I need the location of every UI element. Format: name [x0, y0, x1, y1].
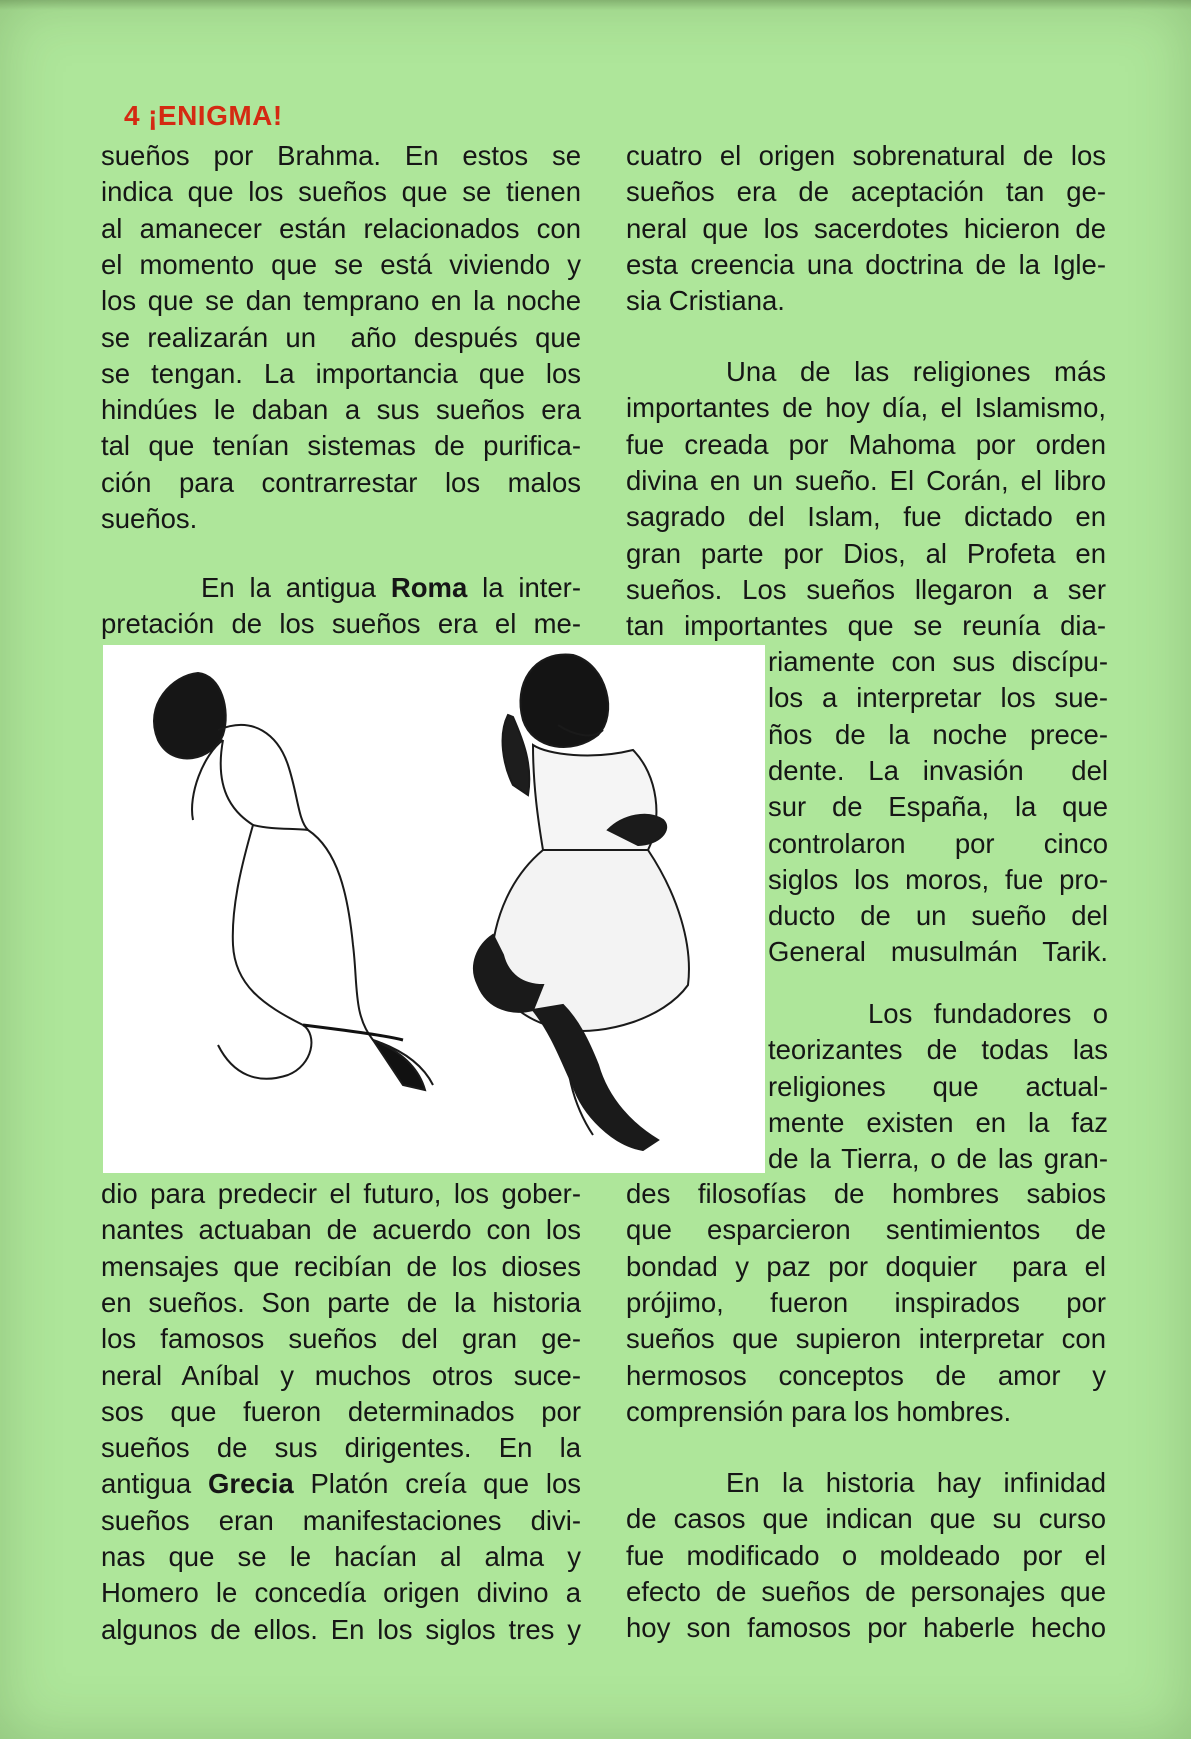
text-line: sueños.: [101, 503, 198, 534]
chapter-number: 4: [124, 100, 141, 131]
text-line: sagrado del Islam, fue dictado en: [626, 501, 1106, 532]
text-line: mente existen en la faz: [768, 1107, 1108, 1138]
text-line: neral que los sacerdotes hicieron de: [626, 213, 1106, 244]
text-line: los que se dan temprano en la noche: [101, 285, 581, 316]
text-line: religiones que actual-: [768, 1071, 1108, 1102]
chapter-header: [124, 100, 283, 132]
text-line: de casos que indican que su curso: [626, 1503, 1106, 1534]
text-line: pretación de los sueños era el me-: [101, 608, 581, 639]
text-line: hermosos conceptos de amor y: [626, 1360, 1106, 1391]
text-line: de la Tierra, o de las gran-: [768, 1143, 1108, 1174]
text-line: al amanecer están relacionados con: [101, 213, 581, 244]
text-line: indica que los sueños que se tienen: [101, 176, 581, 207]
text-line: importantes de hoy día, el Islamismo,: [626, 392, 1106, 423]
text-line: dente. La invasión del: [768, 755, 1108, 786]
text-line: General musulmán Tarik.: [768, 936, 1108, 967]
chapter-title: ¡ENIGMA!: [148, 100, 283, 131]
text-line: sueños por Brahma. En estos se: [101, 140, 581, 171]
dancing-women-photo: [103, 645, 765, 1173]
text-line: sia Cristiana.: [626, 285, 785, 316]
text-line: se tengan. La importancia que los: [101, 358, 581, 389]
text-line: Homero le concedía origen divino a: [101, 1577, 581, 1608]
text-line: fue modificado o moldeado por el: [626, 1540, 1106, 1571]
text-line: en sueños. Son parte de la historia: [101, 1287, 581, 1318]
text-line: sueños. Los sueños llegaron a ser: [626, 574, 1106, 605]
text-line: Una de las religiones más: [726, 356, 1106, 387]
text-line: dio para predecir el futuro, los gober-: [101, 1178, 581, 1209]
text-line: neral Aníbal y muchos otros suce-: [101, 1360, 581, 1391]
text-line: que esparcieron sentimientos de: [626, 1214, 1106, 1245]
text-line: sos que fueron determinados por: [101, 1396, 581, 1427]
text-line: siglos los moros, fue pro-: [768, 864, 1108, 895]
text-line: riamente con sus discípu-: [768, 646, 1108, 677]
text-line: ción para contrarrestar los malos: [101, 467, 581, 498]
text-line: tan importantes que se reunía dia-: [626, 610, 1106, 641]
text-line: los a interpretar los sue-: [768, 682, 1108, 713]
text-line: divina en un sueño. El Corán, el libro: [626, 465, 1106, 496]
text-line: algunos de ellos. En los siglos tres y: [101, 1614, 581, 1645]
text-line: teorizantes de todas las: [768, 1034, 1108, 1065]
text-line: sueños que supieron interpretar con: [626, 1323, 1106, 1354]
text-line: nantes actuaban de acuerdo con los: [101, 1214, 581, 1245]
page-top-edge: [0, 0, 1191, 10]
text-line: nas que se le hacían al alma y: [101, 1541, 581, 1572]
text-line: los famosos sueños del gran ge-: [101, 1323, 581, 1354]
text-line: hoy son famosos por haberle hecho: [626, 1612, 1106, 1643]
text-line: comprensión para los hombres.: [626, 1396, 1012, 1427]
text-line: el momento que se está viviendo y: [101, 249, 581, 280]
text-line: gran parte por Dios, al Profeta en: [626, 538, 1106, 569]
text-line: tal que tenían sistemas de purifica-: [101, 430, 581, 461]
text-line: se realizarán un año después que: [101, 322, 581, 353]
text-line: En la historia hay infinidad: [726, 1467, 1106, 1498]
text-line: mensajes que recibían de los dioses: [101, 1251, 581, 1282]
text-line: sueños era de aceptación tan ge-: [626, 176, 1106, 207]
text-line: sueños eran manifestaciones divi-: [101, 1505, 581, 1536]
text-line: fue creada por Mahoma por orden: [626, 429, 1106, 460]
text-line: ños de la noche prece-: [768, 719, 1108, 750]
text-line: sur de España, la que: [768, 791, 1108, 822]
text-line: prójimo, fueron inspirados por: [626, 1287, 1106, 1318]
text-line: Los fundadores o: [868, 998, 1108, 1029]
text-line: hindúes le daban a sus sueños era: [101, 394, 581, 425]
text-line: cuatro el origen sobrenatural de los: [626, 140, 1106, 171]
text-line: bondad y paz por doquier para el: [626, 1251, 1106, 1282]
text-line: efecto de sueños de personajes que: [626, 1576, 1106, 1607]
text-line: esta creencia una doctrina de la Igle-: [626, 249, 1106, 280]
text-line: des filosofías de hombres sabios: [626, 1178, 1106, 1209]
photo-illustration: [103, 645, 765, 1173]
text-line: antigua Grecia Platón creía que los: [101, 1468, 581, 1499]
text-line: En la antigua Roma la inter-: [201, 572, 581, 603]
text-line: sueños de sus dirigentes. En la: [101, 1432, 581, 1463]
text-line: ducto de un sueño del: [768, 900, 1108, 931]
text-line: controlaron por cinco: [768, 828, 1108, 859]
